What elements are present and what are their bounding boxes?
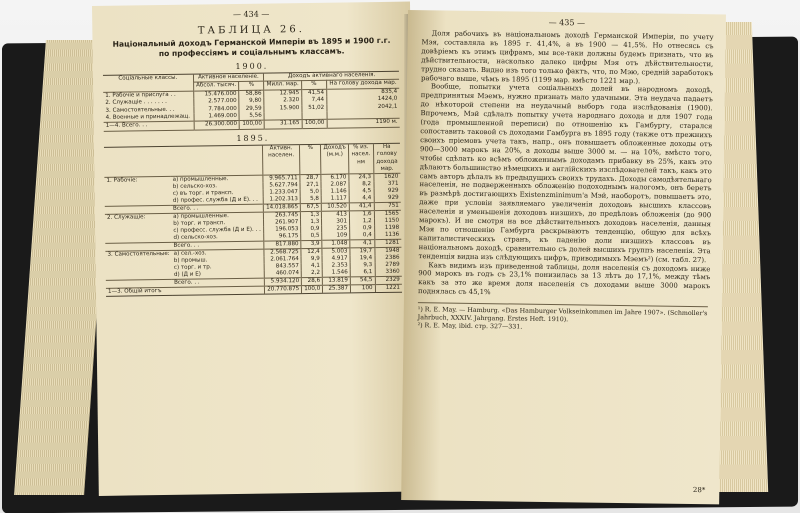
row-label: d) профес. служба (Д и Е). . . bbox=[172, 197, 258, 205]
col-pct: % bbox=[300, 144, 321, 175]
cell-value: 235 bbox=[322, 226, 350, 233]
cell-value: 54,5 bbox=[350, 277, 375, 285]
col-mill: Милл. мар. bbox=[264, 81, 302, 90]
cell-value: 12,4 bbox=[301, 249, 322, 257]
footnotes bbox=[418, 302, 708, 334]
right-page-number: — 435 — bbox=[548, 17, 586, 28]
cell-value: 1620 bbox=[373, 174, 400, 182]
cell-value: 751 bbox=[374, 203, 401, 211]
cell-value: 28,7 bbox=[300, 175, 321, 183]
cell-value: 1,3 bbox=[301, 212, 322, 220]
cell-value: 1.146 bbox=[321, 189, 349, 196]
cell-value: 817.880 bbox=[264, 241, 302, 250]
cell-value: 1565 bbox=[374, 211, 401, 219]
cell-value: 1.546 bbox=[322, 270, 350, 278]
cell-value: 2.061.764 bbox=[264, 257, 302, 265]
row-label: d) сельско-хоз. bbox=[173, 234, 218, 242]
cell-value: 14.018.865 bbox=[263, 204, 301, 213]
col-pct: % bbox=[239, 82, 264, 91]
col-pct2: % из. насел. нм bbox=[348, 143, 373, 174]
cell-value: 4,5 bbox=[349, 189, 374, 196]
table-row: 4. Военные и принадлежащ. 1.469.000 5,56 bbox=[104, 111, 400, 123]
cell-value: 413 bbox=[322, 211, 350, 219]
cell-value: 9,3 bbox=[350, 263, 375, 270]
cell-value: 8,2 bbox=[349, 182, 374, 189]
cell-value: 1,6 bbox=[349, 211, 374, 219]
cell-value: 1,2 bbox=[350, 219, 375, 226]
cell-value: 2789 bbox=[375, 262, 402, 269]
cell-value: 67,5 bbox=[301, 204, 322, 212]
col-group-income: Доходъ активнаго населенія. bbox=[264, 71, 399, 81]
subtotal-label: Всего. . . bbox=[172, 242, 264, 251]
cell-value: 5,8 bbox=[300, 196, 321, 204]
cell-value: 4.917 bbox=[322, 256, 350, 263]
cell-value: 0,9 bbox=[350, 226, 375, 233]
right-page bbox=[401, 10, 726, 504]
cell-value: 1150 bbox=[374, 218, 401, 225]
table-1895-year: 1895. bbox=[236, 133, 270, 143]
left-page bbox=[92, 2, 417, 496]
cell-value: 460.074 bbox=[264, 271, 302, 279]
cell-value: 263.745 bbox=[263, 212, 301, 220]
cell-value: 196.053 bbox=[263, 227, 301, 235]
footnote: ¹) R. E. May. — Hamburg. «Das Hamburger Volkseinkommen im Jahre 1907». (Schmoller's Jahrbuch, XXXIV. Jahrgang. Erstes Heft. 1910). bbox=[417, 306, 708, 324]
cell-value: 28,6 bbox=[302, 278, 323, 286]
cell-value: 5.934.120 bbox=[264, 278, 302, 287]
col-per: На голову дохода мар. bbox=[326, 80, 399, 89]
signature-mark: 28* bbox=[692, 486, 706, 495]
group-title: 1. Рабочіе: bbox=[106, 177, 138, 185]
col-group-active: Активное населеніе. bbox=[193, 73, 264, 82]
cell-value: 0,9 bbox=[301, 226, 322, 233]
cell-value: 0,5 bbox=[301, 233, 322, 241]
cell-value: 1198 bbox=[374, 225, 401, 232]
subtotal-label: Всего. . . bbox=[172, 279, 264, 288]
paragraph: Доля рабочихъ въ національномъ доходѣ Германской Имперіи, по учету Мэя, составляла въ 1895 г. 41,4%, а въ 1900 — 41,5%. Но отнесясь съ довѣріемъ къ этимъ цифрамъ, мы все-таки должны будемъ признать, что въ дѣйствительности, насколько далеко цифры Мэя отъ дѣйствительности, трудно сказать. Видно изъ того только фактъ, что, по Мэю, средній заработокъ рабочаго выше, чѣмъ въ 1895 (1199 мар. вмѣсто 1221 мар.). bbox=[420, 29, 714, 85]
cell-value: 24,3 bbox=[349, 174, 374, 182]
table-1900-year: 1900. bbox=[235, 61, 269, 72]
cell-value: 19,7 bbox=[350, 248, 375, 256]
subtotal-label: Всего. . . bbox=[171, 205, 263, 214]
col-income: Доходъ (м.м.) bbox=[321, 144, 349, 175]
cell-value: 5.627.794 bbox=[263, 183, 301, 191]
cell-value: 1,3 bbox=[301, 219, 322, 226]
cell-value: 1281 bbox=[374, 240, 401, 248]
cell-value: 2.568.725 bbox=[264, 249, 302, 257]
cell-value: 5.003 bbox=[322, 248, 350, 256]
row-label: b) торг. и трансп. bbox=[173, 220, 226, 228]
cell-value: 96.175 bbox=[263, 234, 301, 242]
cell-value: 3,9 bbox=[301, 241, 322, 249]
cell-value: 1.202.313 bbox=[263, 197, 301, 205]
cell-value: 1.233.047 bbox=[263, 190, 301, 198]
row-label: b) промыш. bbox=[173, 257, 208, 265]
cell-value: 6.170 bbox=[321, 174, 349, 182]
cell-value: 2.087 bbox=[321, 182, 349, 189]
row-label: а) промышленные. bbox=[172, 176, 229, 184]
cell-value: 1.117 bbox=[321, 196, 349, 204]
row-label: b) сельско-хоз. bbox=[172, 183, 218, 191]
table-total-row: 1—4. Всего. . . 26.300.000 100,00 31.165 100,00 1190 м. bbox=[104, 119, 400, 132]
cell-value: 27,1 bbox=[300, 182, 321, 189]
cell-value: 4,4 bbox=[349, 196, 374, 204]
table-1900 bbox=[103, 71, 400, 132]
paragraph: Вообще, попытки учета соціальныхъ долей въ народномъ доходѣ, предпринятыя Мэемъ, нужно признать мало удачными. Эта неудача падаетъ до нѣкоторой степени на неудачный выборъ года изслѣдованія (1900). Впрочемъ, Мэй сдѣлалъ попытку учета народнаго дохода и для 1907 года (года промышленной переписи) по отношенію къ Гамбургу, старался сопоставить таковой съ доходами Гамбурга въ 1895 году (также отъ прежнихъ своихъ пріемовъ учета такъ, напр., онъ повышаетъ обложенные доходы отъ 900—3000 марокъ на 20%, а доходы выше 3000 м. — на 10%, вмѣсто того, чтобы сдѣлать ко всѣмъ обложеннымъ доходамъ прибавку въ 25%, какъ это дѣлаютъ большинство нѣмецкихъ и англійскихъ изслѣдователей такъ, какъ это самъ авторъ дѣлалъ въ предыдущихъ своихъ трудахъ. Доходы самодѣятельнаго населенія, не подверженныхъ обложенію подоходнымъ налогомъ, онъ беретъ въ размѣрѣ достигающихъ Existenzminimum'а Мэй, наоборотъ, повышаетъ это, даже при условіи заявляемаго увеличенія доходовъ высшихъ классовъ населенія и уменьшенія доходовъ низшихъ, до предѣловъ обложенія (до 900 марокъ). И не смотря на все дѣйствительныхъ доходовъ населенія, данныя Мэя по отношенію Гамбурга раскрываютъ тенденцію, общую для всѣхъ капиталистическихъ странъ, къ паденію доли низшихъ классовъ въ національномъ доходѣ, сравнительно съ долей высшихъ группъ населенія. Эта тенденція видна изъ слѣдующихъ цифръ, приводимыхъ Мэемъ²) (см. табл. 27). bbox=[418, 82, 713, 264]
table-row: 2. Служащіе . . . . . . . 2.577.000 9,80 2.320 7,44 1424,0 bbox=[103, 96, 399, 108]
cell-value: 843.557 bbox=[264, 264, 302, 272]
body-text bbox=[418, 29, 714, 300]
cell-value: 2329 bbox=[375, 277, 402, 285]
col-abs: Абсол. тысяч. bbox=[193, 82, 239, 91]
row-label: а) промышленные. bbox=[173, 213, 229, 221]
cell-value: 0,4 bbox=[350, 233, 375, 241]
cell-value: 1136 bbox=[374, 232, 401, 240]
cell-value: 41,4 bbox=[349, 203, 374, 211]
cell-value: 19,4 bbox=[350, 256, 375, 263]
col-class: Соціальные классы. bbox=[103, 74, 193, 92]
col-per: На голову дохода мар. bbox=[373, 143, 400, 174]
col-pct2: % bbox=[301, 81, 326, 90]
cell-value: 1948 bbox=[375, 248, 402, 256]
cell-value: 9.965.711 bbox=[263, 175, 301, 183]
table-subtitle: Національный доходъ Германской Имперіи въ 1895 и 1900 г.г. по профессіямъ и соціальнымъ классамъ. bbox=[112, 35, 391, 59]
footnote: ²) R. E. May, ibid. стр. 327—331. bbox=[417, 322, 523, 331]
row-label: d) (Д и Е) bbox=[173, 271, 201, 279]
cell-value: 1.048 bbox=[322, 240, 350, 248]
cell-value: 929 bbox=[374, 188, 401, 195]
table-title: ТАБЛИЦА 26. bbox=[197, 24, 305, 37]
row-label: c) професс. служба (Д и Е). . . bbox=[173, 227, 261, 235]
group-title: 2. Служащіе: bbox=[106, 214, 146, 222]
table-row: 3. Самостоятельные. . . 7.784.000 29,59 15.900 51,02 2042,1 bbox=[103, 103, 399, 115]
cell-value: 261.907 bbox=[263, 220, 301, 228]
cell-value: 4,1 bbox=[350, 240, 375, 248]
cell-value: 5,0 bbox=[300, 189, 321, 196]
cell-value: 2386 bbox=[375, 255, 402, 262]
cell-value: 10.520 bbox=[322, 203, 350, 211]
cell-value: 2,2 bbox=[301, 270, 322, 278]
cell-value: 6,1 bbox=[350, 270, 375, 278]
cell-value: 9,9 bbox=[301, 256, 322, 263]
table-row: 1. Рабочіе и прислуга . . 15.476.000 58,86 12.945 41,54 835,4 bbox=[103, 88, 399, 100]
cell-value: 2.353 bbox=[322, 263, 350, 270]
row-label: c) въ торг. и трансп. bbox=[172, 190, 234, 198]
group-title: 3. Самостоятельные: bbox=[107, 251, 170, 259]
cell-value: 301 bbox=[322, 219, 350, 226]
cell-value: 371 bbox=[374, 181, 401, 188]
cell-value: 13.819 bbox=[323, 277, 351, 285]
left-page-number: — 434 — bbox=[232, 9, 270, 20]
row-label: а) сел.-хоз. bbox=[173, 250, 207, 258]
cell-value: 3360 bbox=[375, 269, 402, 277]
cell-value: 4,1 bbox=[301, 263, 322, 270]
col-active: Активн. населен. bbox=[262, 144, 300, 175]
table-1895 bbox=[104, 143, 402, 298]
grand-total-row: 1—3. Общій итогъ 20.770.875 100,0 25.387 100 1221 bbox=[106, 285, 402, 297]
cell-value: 929 bbox=[374, 195, 401, 203]
row-label: c) торг. и тр. bbox=[173, 264, 212, 272]
cell-value: 109 bbox=[322, 233, 350, 241]
paragraph: Какъ видимъ изъ приведенной таблицы, доля населенія съ доходомъ ниже 900 марокъ въ годъ съ 23,1% понизилась за 13 лѣтъ до 17,1%, между тѣмъ какъ за это же время доля населенія съ доходами выше 3000 марокъ поднялась съ 45,1% bbox=[418, 260, 711, 297]
